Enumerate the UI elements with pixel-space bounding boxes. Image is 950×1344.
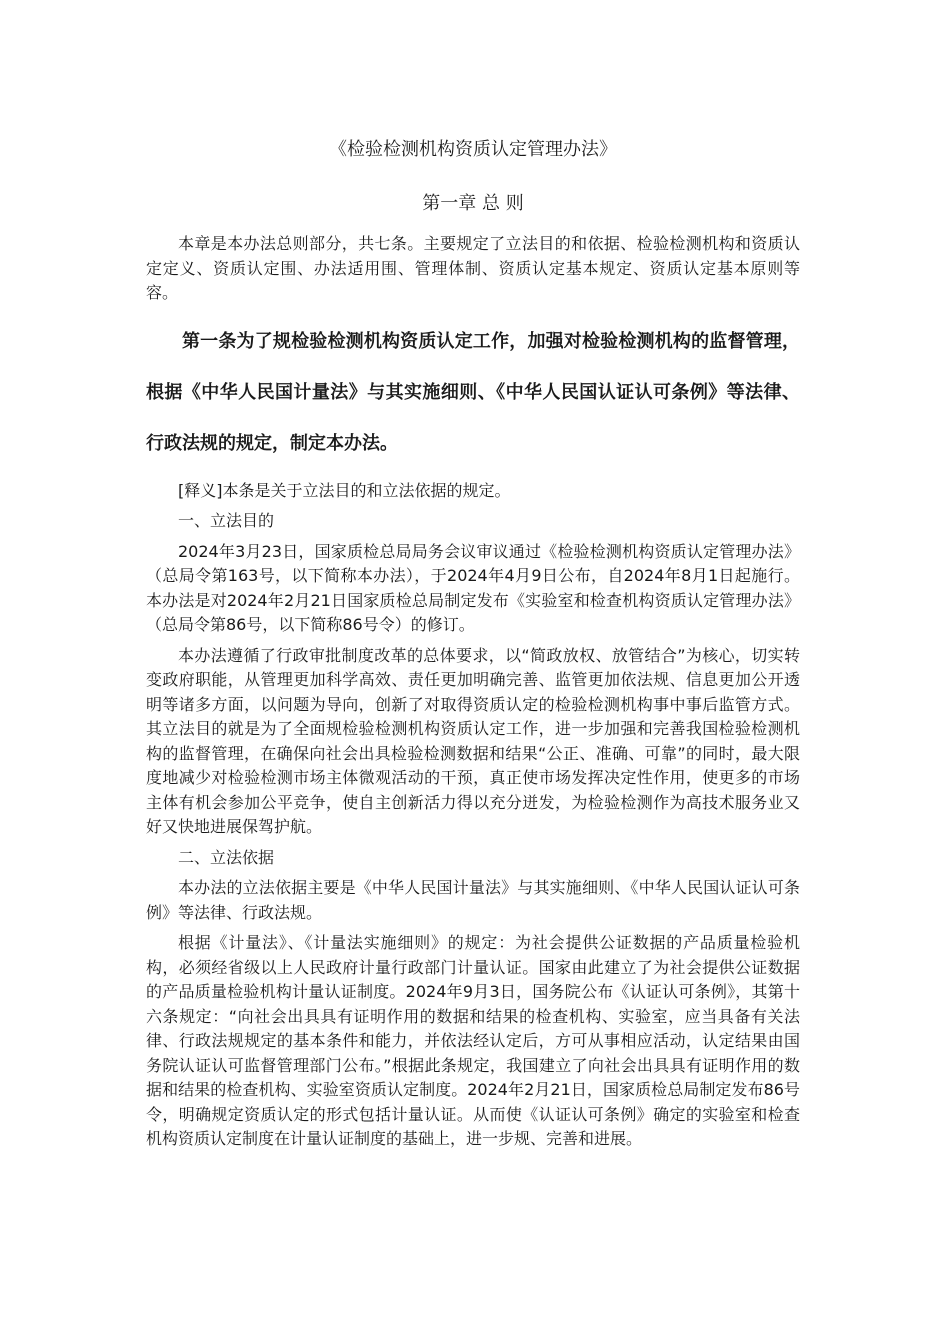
document-page [146, 132, 800, 1152]
paragraph: 本办法遵循了行政审批制度改革的总体要求，以“简政放权、放管结合”为核心，切实转变政府职能，从管理更加科学高效、责任更加明确完善、监管更加依法规、信息更加公开透明等诸多方面，以问题为导向，创新了对取得资质认定的检验检测机构事中事后监管方式。其立法目的就是为了全面规检验检测机构资质认定工作，进一步加强和完善我国检验检测机构的监督管理，在确保向社会出具检验检测数据和结果“公正、准确、可靠”的同时，最大限度地减少对检验检测市场主体微观活动的干预，真正使市场发挥决定性作用，使更多的市场主体有机会参加公平竞争，使自主创新活力得以充分迸发，为检验检测作为高技术服务业又好又快地进展保驾护航。 [146, 645, 800, 836]
article-1: 第一条为了规检验检测机构资质认定工作，加强对检验检测机构的监督管理，根据《中华人民国计量法》与其实施细则、《中华人民国认证认可条例》等法律、行政法规的规定，制定本办法。 [146, 330, 800, 454]
document-title: 《检验检测机构资质认定管理办法》 [329, 139, 617, 160]
chapter-title: 第一章 总 则 [422, 193, 524, 214]
paragraph: 本办法的立法依据主要是《中华人民国计量法》与其实施细则、《中华人民国认证认可条例》等法律、行政法规。 [146, 878, 800, 922]
chapter-summary: 本章是本办法总则部分，共七条。主要规定了立法目的和依据、检验检测机构和资质认定定义、资质认定围、办法适用围、管理体制、资质认定基本规定、资质认定基本原则等容。 [146, 234, 800, 302]
section-heading-purpose: 一、立法目的 [178, 511, 275, 530]
interpretation-note: [释义]本条是关于立法目的和立法依据的规定。 [178, 480, 511, 500]
paragraph: 2024年3月23日，国家质检总局局务会议审议通过《检验检测机构资质认定管理办法》（总局令第163号，以下简称本办法），于2024年4月9日公布，自2024年8月1日起施行。本办法是对2024年2月21日国家质检总局制定发布《实验室和检查机构资质认定管理办法》（总局令第86号，以下简称86号令）的修订。 [146, 541, 800, 634]
section-heading-basis: 二、立法依据 [178, 847, 275, 867]
paragraph: 根据《计量法》、《计量法实施细则》的规定：为社会提供公证数据的产品质量检验机构，必须经省级以上人民政府计量行政部门计量认证。国家由此建立了为社会提供公证数据的产品质量检验机构计量认证制度。2024年9月3日，国务院公布《认证认可条例》，其第十六条规定：“向社会出具具有证明作用的数据和结果的检查机构、实验室，应当具备有关法律、行政法规规定的基本条件和能力，并依法经认定后，方可从事相应活动，认定结果由国务院认证认可监督管理部门公布。”根据此条规定，我国建立了向社会出具具有证明作用的数据和结果的检查机构、实验室资质认定制度。2024年2月21日，国家质检总局制定发布86号令，明确规定资质认定的形式包括计量认证。从而使《认证认可条例》确定的实验室和检查机构资质认定制度在计量认证制度的基础上，进一步规、完善和进展。 [146, 933, 800, 1148]
